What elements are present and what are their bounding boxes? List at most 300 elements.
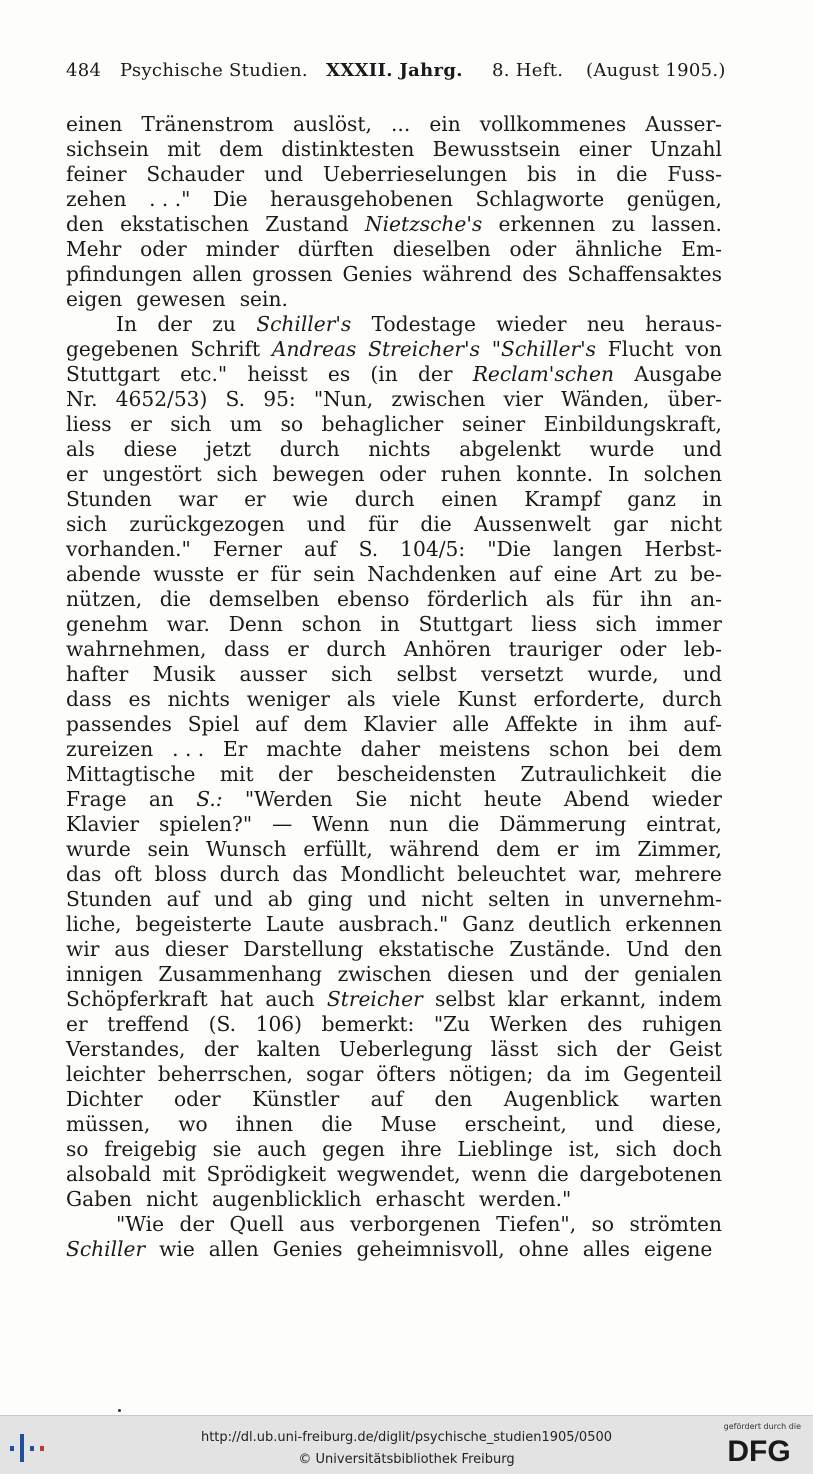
word: wurde,	[587, 662, 659, 686]
word: des	[587, 1012, 623, 1036]
word: einer	[578, 137, 632, 161]
word: erkennen	[625, 912, 722, 936]
viewer-footer	[0, 1415, 813, 1474]
word: ein	[429, 112, 461, 136]
word: wieder	[651, 787, 722, 811]
word: ging	[307, 887, 353, 911]
word: die	[690, 762, 722, 786]
word: feiner	[66, 162, 127, 186]
word: versetzt	[481, 662, 564, 686]
word: mit	[167, 137, 201, 161]
word: solchen	[643, 462, 722, 486]
word: (S.	[208, 1012, 237, 1036]
word: minder	[205, 237, 279, 261]
date: (August 1905.)	[586, 60, 726, 81]
word: Zusammenhang	[158, 962, 323, 986]
word: Fuss-	[667, 162, 722, 186]
word: sogar	[306, 1062, 364, 1086]
word: Und	[626, 937, 670, 961]
word: er	[287, 637, 309, 661]
word: liche,	[66, 912, 122, 936]
word: und	[682, 662, 722, 686]
word: sich	[170, 412, 212, 436]
word: dürften	[297, 237, 374, 261]
word: schon	[549, 737, 609, 761]
word: oft	[114, 862, 142, 886]
word: liess	[66, 412, 112, 436]
text-line	[66, 362, 722, 387]
word: während	[389, 837, 480, 861]
text-line	[66, 262, 722, 287]
word: Nietzsche's	[364, 212, 483, 236]
word: . . .	[172, 737, 205, 761]
word: Quell	[229, 1212, 284, 1236]
word: beherrschen,	[157, 1062, 294, 1086]
word: durch	[662, 687, 722, 711]
text-line	[66, 737, 722, 762]
word: oder	[174, 1087, 221, 1111]
text-line	[66, 712, 722, 737]
text-line	[66, 837, 722, 862]
text-line	[66, 587, 722, 612]
word: wusste	[153, 562, 225, 586]
word: erfüllt,	[303, 837, 373, 861]
word: die	[420, 512, 452, 536]
word: Er	[223, 737, 248, 761]
word: aus	[114, 937, 150, 961]
word: Art	[609, 562, 642, 586]
word: heute	[483, 787, 542, 811]
word: die	[616, 162, 648, 186]
word: einen	[441, 487, 498, 511]
word: der	[584, 962, 619, 986]
word: als	[66, 437, 95, 461]
word: der	[417, 362, 453, 386]
word: klar	[507, 987, 548, 1011]
word: (in	[370, 362, 398, 386]
text-line	[66, 287, 722, 312]
word: Lieblinge	[457, 1137, 553, 1161]
text-line	[66, 662, 722, 687]
word: für	[270, 562, 301, 586]
word: zureizen	[66, 737, 154, 761]
text-line	[66, 1012, 722, 1037]
word: den	[434, 1087, 473, 1111]
text-line	[66, 687, 722, 712]
text-line	[66, 187, 722, 212]
word: 4652/53)	[115, 387, 208, 411]
word: während	[422, 262, 513, 286]
word: indem	[658, 987, 722, 1011]
text-line	[66, 812, 722, 837]
word: Augenblick	[503, 1087, 619, 1111]
word: nicht	[421, 887, 474, 911]
word: freigebig	[104, 1137, 197, 1161]
word: seiner	[461, 412, 526, 436]
word: genügen,	[626, 187, 722, 211]
word: in	[380, 612, 400, 636]
word: 106)	[255, 1012, 303, 1036]
word: zu	[212, 312, 236, 336]
text-line	[66, 762, 722, 787]
word: demselben	[208, 587, 320, 611]
word: war	[178, 487, 218, 511]
word: durch	[354, 487, 415, 511]
word: 104/5:	[400, 537, 466, 561]
word: kalten	[256, 1037, 321, 1061]
word: selten	[488, 887, 550, 911]
text-line	[66, 1037, 722, 1062]
word: wir	[66, 937, 100, 961]
word: sichsein	[66, 137, 149, 161]
word: Klavier	[66, 812, 140, 836]
word: Genies	[272, 1237, 343, 1261]
word: nichts	[368, 437, 431, 461]
word: treffend	[107, 1012, 190, 1036]
word: Sie	[354, 787, 388, 811]
word: nicht	[409, 787, 462, 811]
word: Stuttgart	[66, 362, 160, 386]
word: ohne	[518, 1237, 569, 1261]
word: Ausser-	[645, 112, 722, 136]
text-line	[66, 462, 722, 487]
text-line	[66, 1087, 722, 1112]
word: von	[685, 337, 722, 361]
word: dem	[219, 137, 264, 161]
word: Schauder	[146, 162, 245, 186]
word: eintrat,	[646, 812, 722, 836]
word: Zimmer,	[637, 837, 722, 861]
word: augenblicklich	[211, 1187, 362, 1211]
word: Ganz	[462, 912, 515, 936]
word: ihre	[400, 1137, 442, 1161]
text-line	[66, 862, 722, 887]
word: wo	[178, 1112, 208, 1136]
word: und	[213, 887, 253, 911]
word: trauriger	[508, 637, 603, 661]
word: den	[66, 212, 104, 236]
word: Ueberrieselungen	[322, 162, 508, 186]
word: wie	[292, 487, 329, 511]
word: zwischen	[391, 387, 486, 411]
word: bewegen	[272, 462, 365, 486]
word: Spiel	[187, 712, 240, 736]
word: Die	[213, 187, 248, 211]
word: und	[367, 887, 407, 911]
word: wie	[159, 1237, 195, 1261]
word: bemerkt:	[321, 1012, 415, 1036]
word: Schaffensaktes	[567, 262, 722, 286]
word: auch	[257, 1137, 307, 1161]
word: erkannt,	[559, 987, 647, 1011]
word: nicht	[146, 1187, 198, 1211]
volume: XXXII. Jahrg.	[326, 60, 463, 81]
word: mit	[162, 1162, 196, 1186]
word: daher	[360, 737, 421, 761]
word: Unzahl	[649, 137, 722, 161]
word: abgelenkt	[459, 437, 561, 461]
text-line	[66, 387, 722, 412]
word: Schlagworte	[475, 187, 605, 211]
word: Schiller	[66, 1237, 146, 1261]
word: neu	[586, 312, 625, 336]
word: gegen	[322, 1137, 385, 1161]
word: Em-	[681, 237, 722, 261]
word: innigen	[66, 962, 143, 986]
word: förderlich	[427, 587, 529, 611]
word: Genies	[342, 262, 413, 286]
word: in	[576, 162, 597, 186]
word: alle	[452, 712, 490, 736]
word: oder	[379, 462, 426, 486]
word: Todestage	[371, 312, 476, 336]
word: Ueberlegung	[338, 1037, 473, 1061]
word: Abend	[564, 787, 630, 811]
word: diese	[123, 437, 178, 461]
word: in	[593, 712, 614, 736]
word: Zutraulichkeit	[520, 762, 667, 786]
word: dieser	[164, 937, 229, 961]
word: Ferner	[212, 537, 282, 561]
word: mehrere	[634, 862, 722, 886]
word: so	[591, 1212, 615, 1236]
word: der	[277, 762, 313, 786]
word: verborgenen	[350, 1212, 481, 1236]
word: bloss	[154, 862, 207, 886]
word: diese,	[661, 1112, 722, 1136]
word: vorhanden."	[66, 537, 191, 561]
text-line	[66, 412, 722, 437]
word: Einbildungskraft,	[543, 412, 722, 436]
word: strömten	[629, 1212, 722, 1236]
word: "Schiller's	[491, 337, 597, 361]
text-line	[66, 1212, 722, 1237]
word: um	[229, 412, 263, 436]
text-line	[66, 1137, 722, 1162]
word: sein	[313, 562, 355, 586]
word: das	[292, 862, 328, 886]
word: liess	[531, 612, 577, 636]
word: Mehr	[66, 237, 122, 261]
word: Flucht	[607, 337, 674, 361]
text-line	[66, 337, 722, 362]
word: immer	[655, 612, 722, 636]
word: In	[116, 312, 137, 336]
word: so	[280, 412, 304, 436]
word: er	[66, 462, 88, 486]
word: oder	[619, 637, 667, 661]
word: ausbrach."	[338, 912, 449, 936]
word: bis	[527, 162, 557, 186]
word: passendes	[66, 712, 172, 736]
word: Kunst	[457, 687, 517, 711]
word: ihnen	[235, 1112, 294, 1136]
word: über-	[667, 387, 722, 411]
word: Muse	[380, 1112, 437, 1136]
word: es	[128, 687, 151, 711]
word: In	[607, 462, 629, 486]
word: erkennen	[498, 212, 596, 236]
word: leichter	[66, 1062, 145, 1086]
dfg-tagline: gefördert durch die	[723, 1422, 801, 1431]
source-url[interactable]: http://dl.ub.uni-freiburg.de/diglit/psychische_studien1905/0500	[200, 1430, 613, 1445]
word: durch	[326, 637, 387, 661]
word: eine	[553, 562, 598, 586]
word: Verstandes,	[66, 1037, 186, 1061]
word: langen	[553, 537, 623, 561]
word: Dämmerung	[499, 812, 627, 836]
word: erscheint,	[464, 1112, 567, 1136]
word: Affekte	[504, 712, 578, 736]
word: ...	[390, 112, 411, 136]
word: sein	[147, 837, 190, 861]
text-line	[66, 212, 722, 237]
word: ihm	[628, 712, 668, 736]
word: Sprödigkeit	[206, 1162, 327, 1186]
word: im	[584, 1062, 611, 1086]
word: ist,	[568, 1137, 600, 1161]
word: Geist	[668, 1037, 722, 1061]
word: an-	[690, 587, 722, 611]
word: allen	[208, 1237, 259, 1261]
word: jetzt	[205, 437, 251, 461]
word: doch	[672, 1137, 722, 1161]
word: im	[595, 837, 621, 861]
word: ekstatischen	[120, 212, 249, 236]
word: und	[683, 437, 722, 461]
word: sie	[212, 1137, 242, 1161]
word: S.	[358, 537, 379, 561]
word: Streicher's	[368, 337, 480, 361]
word: war.	[166, 612, 210, 636]
word: abende	[66, 562, 141, 586]
word: unvernehm-	[599, 887, 722, 911]
body-text	[66, 112, 722, 1262]
word: distinktesten	[281, 137, 415, 161]
word: für	[368, 512, 399, 536]
word: in	[564, 887, 585, 911]
word: alles	[582, 1237, 631, 1261]
word: war,	[578, 862, 622, 886]
word: beleuchtet	[457, 862, 566, 886]
word: sich	[331, 662, 373, 686]
word: es	[327, 362, 351, 386]
word: begeisterte	[135, 912, 252, 936]
word: lassen.	[651, 212, 722, 236]
text-line	[66, 237, 722, 262]
word: Schrift	[190, 337, 261, 361]
word: alsobald	[66, 1162, 152, 1186]
word: des	[522, 262, 558, 286]
word: ruhigen	[641, 1012, 722, 1036]
word: oder	[140, 237, 187, 261]
word: sich	[595, 612, 637, 636]
word: Denn	[228, 612, 283, 636]
word: leb-	[683, 637, 722, 661]
word: nicht	[670, 512, 722, 536]
word: grossen	[252, 262, 333, 286]
word: zehen	[66, 187, 127, 211]
text-line	[66, 312, 722, 337]
word: so	[66, 1137, 89, 1161]
word: selbst	[396, 662, 457, 686]
word: auf	[166, 887, 200, 911]
word: ausser	[239, 662, 307, 686]
word: dass	[223, 637, 270, 661]
word: Zustände.	[509, 937, 612, 961]
word: eigene	[644, 1237, 713, 1261]
word: ganz	[627, 487, 676, 511]
word: Streicher	[326, 987, 423, 1011]
text-line	[66, 962, 722, 987]
word: zwischen	[337, 962, 432, 986]
word: Stunden	[66, 887, 152, 911]
word: pfindungen	[66, 262, 183, 286]
word: ab	[267, 887, 293, 911]
word: wurde	[589, 437, 655, 461]
word: 95:	[263, 387, 296, 411]
word: genialen	[634, 962, 722, 986]
word: und	[264, 162, 303, 186]
word: gegebenen	[66, 337, 179, 361]
word: Schiller's	[256, 312, 352, 336]
word: bei	[627, 737, 660, 761]
text-line	[66, 112, 722, 137]
word: Ausgabe	[634, 362, 722, 386]
word: der	[157, 312, 192, 336]
word: etc."	[180, 362, 228, 386]
word: die	[159, 587, 192, 611]
word: nötigen;	[449, 1062, 534, 1086]
word: müssen,	[66, 1112, 151, 1136]
text-line	[66, 912, 722, 937]
word: Gaben	[66, 1187, 133, 1211]
word: geheimnisvoll,	[356, 1237, 505, 1261]
word: den	[684, 937, 722, 961]
text-line	[66, 487, 722, 512]
word: in	[702, 487, 722, 511]
word: dieselben	[392, 237, 491, 261]
word: eigen	[66, 287, 123, 311]
text-line	[66, 437, 722, 462]
word: bescheidensten	[336, 762, 497, 786]
word: das	[66, 862, 102, 886]
text-line	[66, 137, 722, 162]
text-line	[66, 787, 722, 812]
word: der	[616, 1037, 651, 1061]
word: nützen,	[66, 587, 143, 611]
word: Mittagtische	[66, 762, 196, 786]
word: Zustand	[265, 212, 349, 236]
word: weniger	[246, 687, 330, 711]
word: wieder	[496, 312, 567, 336]
word: auch	[265, 987, 315, 1011]
word: die	[321, 1112, 353, 1136]
word: wahrnehmen,	[66, 637, 207, 661]
word: . . ."	[149, 187, 191, 211]
word: da	[546, 1062, 572, 1086]
word: auslöst,	[293, 112, 372, 136]
word: auf	[370, 1087, 404, 1111]
word: sich	[216, 462, 258, 486]
word: nun	[389, 812, 429, 836]
issue: 8. Heft.	[492, 60, 564, 81]
word: wegwendet,	[336, 1162, 461, 1186]
word: gar	[613, 512, 648, 536]
word: vier	[503, 387, 543, 411]
word: auf	[255, 712, 288, 736]
word: "Wie	[116, 1212, 165, 1236]
